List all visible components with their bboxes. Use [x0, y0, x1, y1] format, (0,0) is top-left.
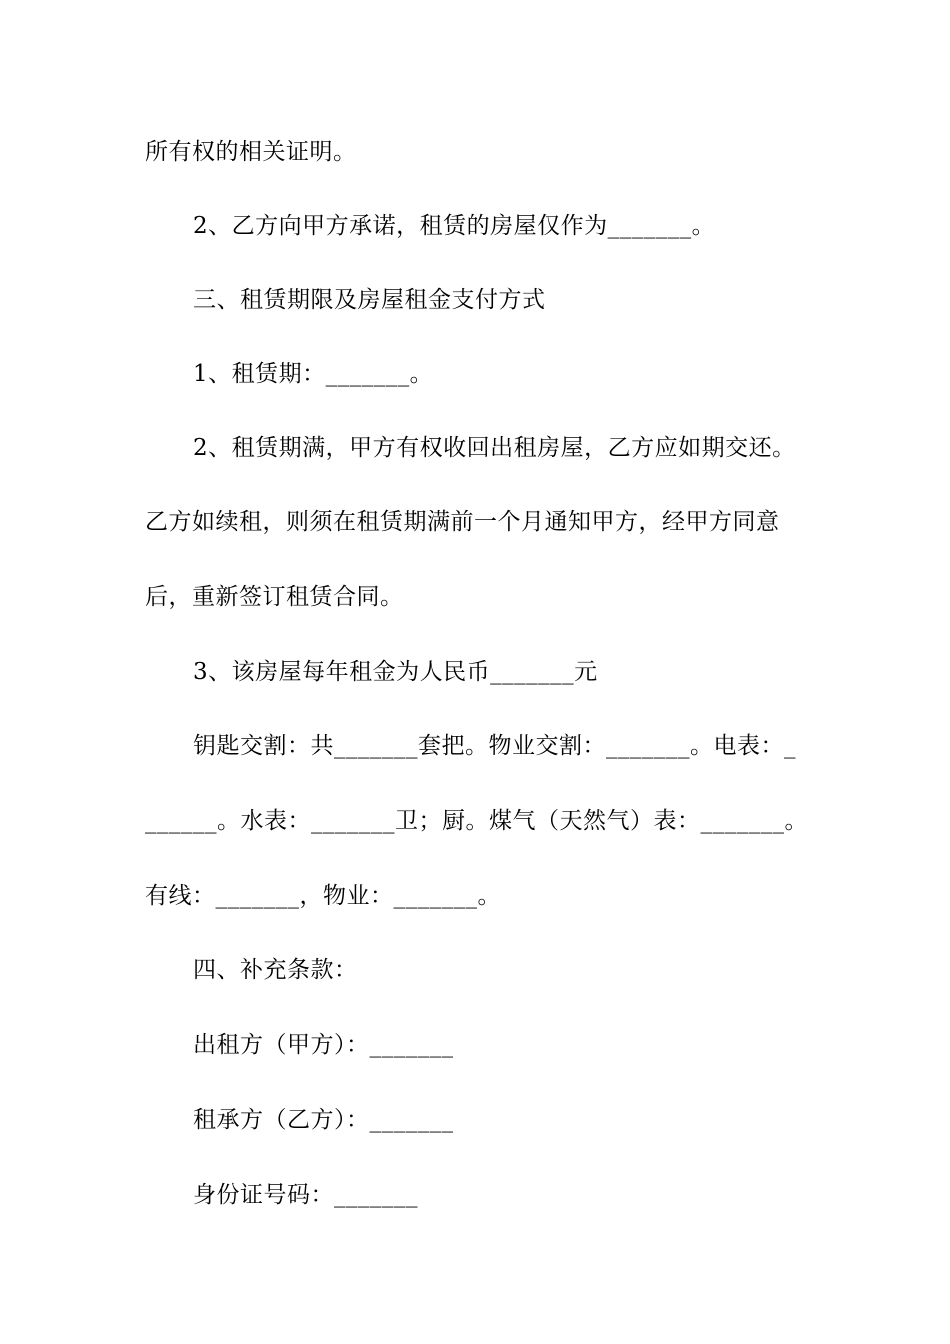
paragraph-line: 所有权的相关证明。 [145, 139, 357, 165]
paragraph-line: 乙方如续租，则须在租赁期满前一个月通知甲方，经甲方同意 [145, 509, 780, 535]
section-heading: 四、补充条款： [193, 957, 358, 983]
paragraph-line: 钥匙交割：共_______套把。物业交割：_______。电表：_ [193, 733, 796, 759]
paragraph-line: 1、租赁期：_______。 [193, 361, 434, 387]
paragraph-line: ______。水表：_______卫；厨。煤气（天然气）表：_______。 [145, 808, 808, 834]
id-number-field: 身份证号码：_______ [193, 1182, 418, 1208]
paragraph-line: 2、租赁期满，甲方有权收回出租房屋，乙方应如期交还。 [193, 435, 796, 461]
paragraph-line: 2、乙方向甲方承诺，租赁的房屋仅作为_______。 [193, 213, 716, 239]
signature-field-lessor: 出租方（甲方）：_______ [193, 1032, 454, 1058]
paragraph-line: 有线：_______，物业：_______。 [145, 883, 501, 909]
section-heading: 三、租赁期限及房屋租金支付方式 [193, 287, 546, 313]
paragraph-line: 后，重新签订租赁合同。 [145, 584, 404, 610]
paragraph-line: 3、该房屋每年租金为人民币_______元 [193, 659, 598, 685]
signature-field-lessee: 租承方（乙方）：_______ [193, 1107, 454, 1133]
